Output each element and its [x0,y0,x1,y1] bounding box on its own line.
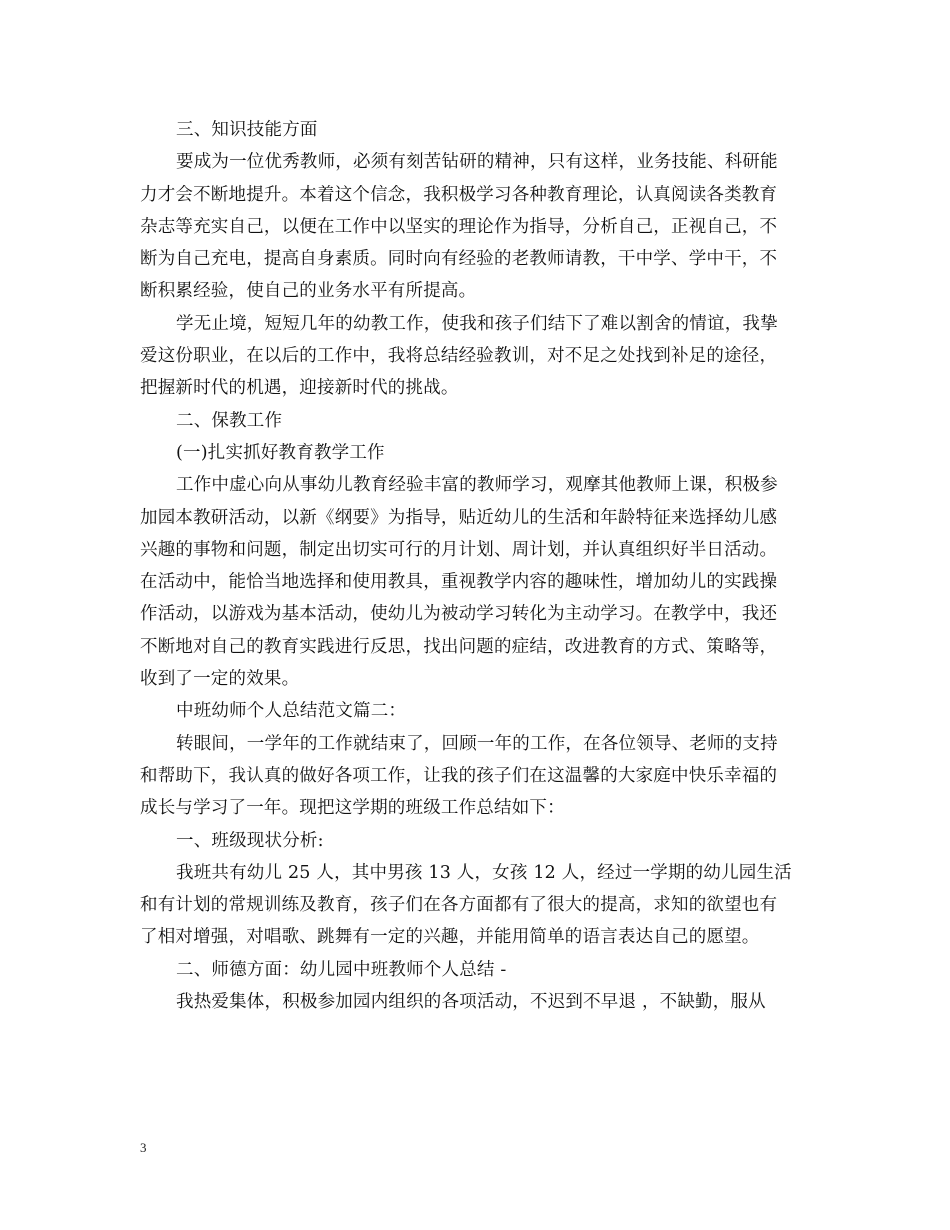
text-line: 了相对增强，对唱歌、跳舞有一定的兴趣，并能用简单的语言表达自己的愿望。 [140,927,760,948]
text-line: 断为自己充电，提高自身素质。同时向有经验的老教师请教，干中学、学中干，不 [140,249,778,270]
document-body [140,114,816,1018]
text-line: 力才会不断地提升。本着这个信念，我积极学习各种教育理论，认真阅读各类教育 [140,184,778,205]
text-line: 断积累经验，使自己的业务水平有所提高。 [140,281,477,302]
text-line: 在活动中，能恰当地选择和使用教具，重视教学内容的趣味性，增加幼儿的实践操 [140,572,778,593]
text-line: 作活动，以游戏为基本活动，使幼儿为被动学习转化为主动学习。在教学中，我还 [140,604,778,625]
text-line: 收到了一定的效果。 [140,669,300,690]
text-line: (一)扎实抓好教育教学工作 [176,442,385,463]
text-line: 工作中虚心向从事幼儿教育经验丰富的教师学习，观摩其他教师上课，积极参 [176,475,778,496]
text-line: 中班幼师个人总结范文篇二： [176,701,407,722]
text-line: 转眼间，一学年的工作就结束了，回顾一年的工作，在各位领导、老师的支持 [176,733,778,754]
text-line: 二、保教工作 [176,410,283,431]
text-line: 加园本教研活动，以新《纲要》为指导，贴近幼儿的生活和年龄特征来选择幼儿感 [140,507,778,528]
text-line: 我班共有幼儿 25 人，其中男孩 13 人，女孩 12 人，经过一学期的幼儿园生活 [176,862,792,883]
text-line: 杂志等充实自己，以便在工作中以坚实的理论作为指导，分析自己，正视自己，不 [140,216,778,237]
text-line: 兴趣的事物和问题，制定出切实可行的月计划、周计划，并认真组织好半日活动。 [140,539,778,560]
text-line: 爱这份职业，在以后的工作中，我将总结经验教训，对不足之处找到补足的途径， [140,346,778,367]
text-line: 我热爱集体，积极参加园内组织的各项活动，不迟到不早退 ，不缺勤，服从 [176,992,766,1013]
text-line: 二、师德方面：幼儿园中班教师个人总结 - [176,959,507,980]
text-line: 成长与学习了一年。现把这学期的班级工作总结如下： [140,798,565,819]
text-line: 和帮助下，我认真的做好各项工作，让我的孩子们在这温馨的大家庭中快乐幸福的 [140,765,778,786]
text-line: 和有计划的常规训练及教育，孩子们在各方面都有了很大的提高，求知的欲望也有 [140,895,778,916]
text-line: 把握新时代的机遇，迎接新时代的挑战。 [140,378,459,399]
text-line: 一、班级现状分析: [176,830,324,851]
text-line: 不断地对自己的教育实践进行反思，找出问题的症结，改进教育的方式、策略等， [140,636,778,657]
page-number: 3 [140,1140,147,1155]
text-line: 学无止境，短短几年的幼教工作，使我和孩子们结下了难以割舍的情谊，我挚 [176,313,778,334]
text-line: 三、知识技能方面 [176,120,318,140]
text-line: 要成为一位优秀教师，必须有刻苦钻研的精神，只有这样，业务技能、科研能 [176,152,778,173]
